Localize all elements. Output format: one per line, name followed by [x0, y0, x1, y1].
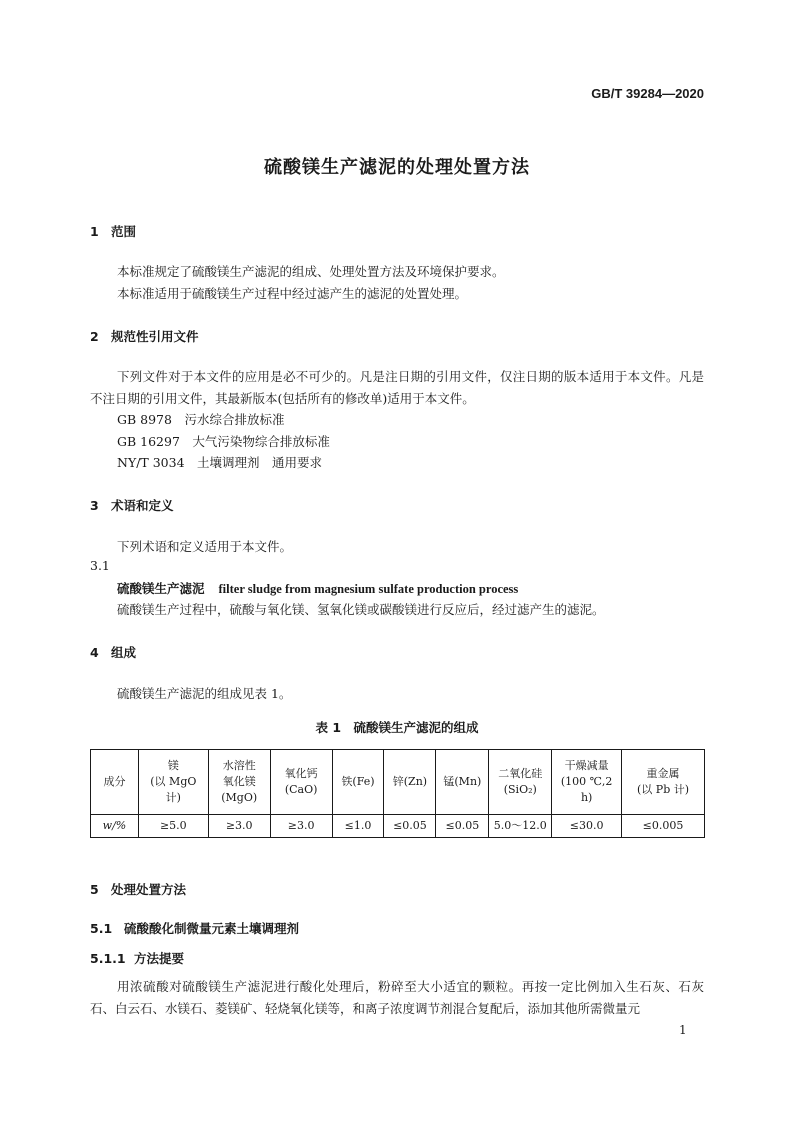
paragraph: 本标准规定了硫酸镁生产滤泥的组成、处理处置方法及环境保护要求。 [117, 264, 505, 279]
table-caption: 表 1 硫酸镁生产滤泥的组成 [315, 720, 479, 735]
subsection-5-1-1-heading [90, 949, 184, 967]
header-cell: 锰(Mn) [436, 750, 489, 815]
table-header-row [91, 750, 705, 815]
table-cell: ≥5.0 [138, 815, 208, 838]
paragraph: 下列文件对于本文件的应用是必不可少的。凡是注日期的引用文件，仅注日期的版本适用于本文件。凡是不注日期的引用文件，其最新版本(包括所有的修改单)适用于本文件。 [90, 369, 704, 406]
term-english: filter sludge from magnesium sulfate production process [218, 582, 519, 596]
header-cell: 二氧化硅 (SiO₂) [489, 750, 552, 815]
paragraph: 硫酸镁生产滤泥的组成见表 1。 [117, 686, 292, 701]
subsection-5-1-heading [90, 919, 299, 937]
reference-item: GB 8978 污水综合排放标准 [117, 412, 285, 427]
table-cell: ≤0.05 [436, 815, 489, 838]
header-cell: 水溶性 氧化镁 (MgO) [208, 750, 270, 815]
term-heading [117, 579, 518, 597]
section-number: 5.1 [90, 921, 113, 936]
header-cell: 成分 [91, 750, 139, 815]
header-cell: 重金属 (以 Pb 计) [622, 750, 705, 815]
header-cell: 氧化钙 (CaO) [270, 750, 332, 815]
reference-item: NY/T 3034 土壤调理剂 通用要求 [117, 455, 323, 470]
header-cell: 镁 (以 MgO 计) [138, 750, 208, 815]
section-title: 范围 [111, 224, 137, 239]
table-cell: ≤30.0 [552, 815, 622, 838]
section-number: 5 [90, 882, 99, 897]
section-title: 术语和定义 [111, 498, 174, 513]
reference-item: GB 16297 大气污染物综合排放标准 [117, 434, 330, 449]
table-cell: ≥3.0 [270, 815, 332, 838]
section-number: 1 [90, 224, 99, 239]
section-5-heading [90, 880, 186, 898]
header-cell: 铁(Fe) [332, 750, 384, 815]
table-cell: ≤0.005 [622, 815, 705, 838]
header-cell: 干燥减量 (100 ℃,2 h) [552, 750, 622, 815]
paragraph: 下列术语和定义适用于本文件。 [117, 539, 293, 554]
page-number: 1 [679, 1023, 687, 1037]
section-number: 4 [90, 645, 99, 660]
table-cell: ≤1.0 [332, 815, 384, 838]
term-number: 3.1 [90, 558, 110, 573]
table-row [91, 815, 705, 838]
header-cell: 锌(Zn) [384, 750, 436, 815]
term-chinese: 硫酸镁生产滤泥 [117, 581, 205, 596]
section-title: 方法提要 [134, 951, 185, 966]
section-4-heading [90, 643, 136, 661]
section-number: 3 [90, 498, 99, 513]
section-2-heading [90, 327, 199, 345]
section-3-heading [90, 496, 174, 514]
section-1-heading [90, 222, 136, 240]
section-title: 组成 [111, 645, 137, 660]
section-title: 处理处置方法 [111, 882, 187, 897]
paragraph: 本标准适用于硫酸镁生产过程中经过滤产生的滤泥的处置处理。 [117, 286, 468, 301]
document-title: 硫酸镁生产滤泥的处理处置方法 [264, 157, 530, 178]
section-number: 5.1.1 [90, 951, 126, 966]
paragraph: 用浓硫酸对硫酸镁生产滤泥进行酸化处理后，粉碎至大小适宜的颗粒。再按一定比例加入生石灰、石灰石、白云石、水镁石、菱镁矿、轻烧氧化镁等，和离子浓度调节剂混合复配后，添加其他所需微量元 [90, 979, 704, 1016]
section-title: 规范性引用文件 [111, 329, 199, 344]
term-definition: 硫酸镁生产过程中，硫酸与氧化镁、氢氧化镁或碳酸镁进行反应后，经过滤产生的滤泥。 [117, 602, 605, 617]
section-title: 硫酸酸化制微量元素土壤调理剂 [124, 921, 300, 936]
table-cell: ≤0.05 [384, 815, 436, 838]
table-cell: 5.0～12.0 [489, 815, 552, 838]
composition-table [90, 749, 705, 838]
section-number: 2 [90, 329, 99, 344]
standard-number: GB/T 39284—2020 [591, 86, 704, 101]
table-cell: w/% [91, 815, 139, 838]
table-cell: ≥3.0 [208, 815, 270, 838]
